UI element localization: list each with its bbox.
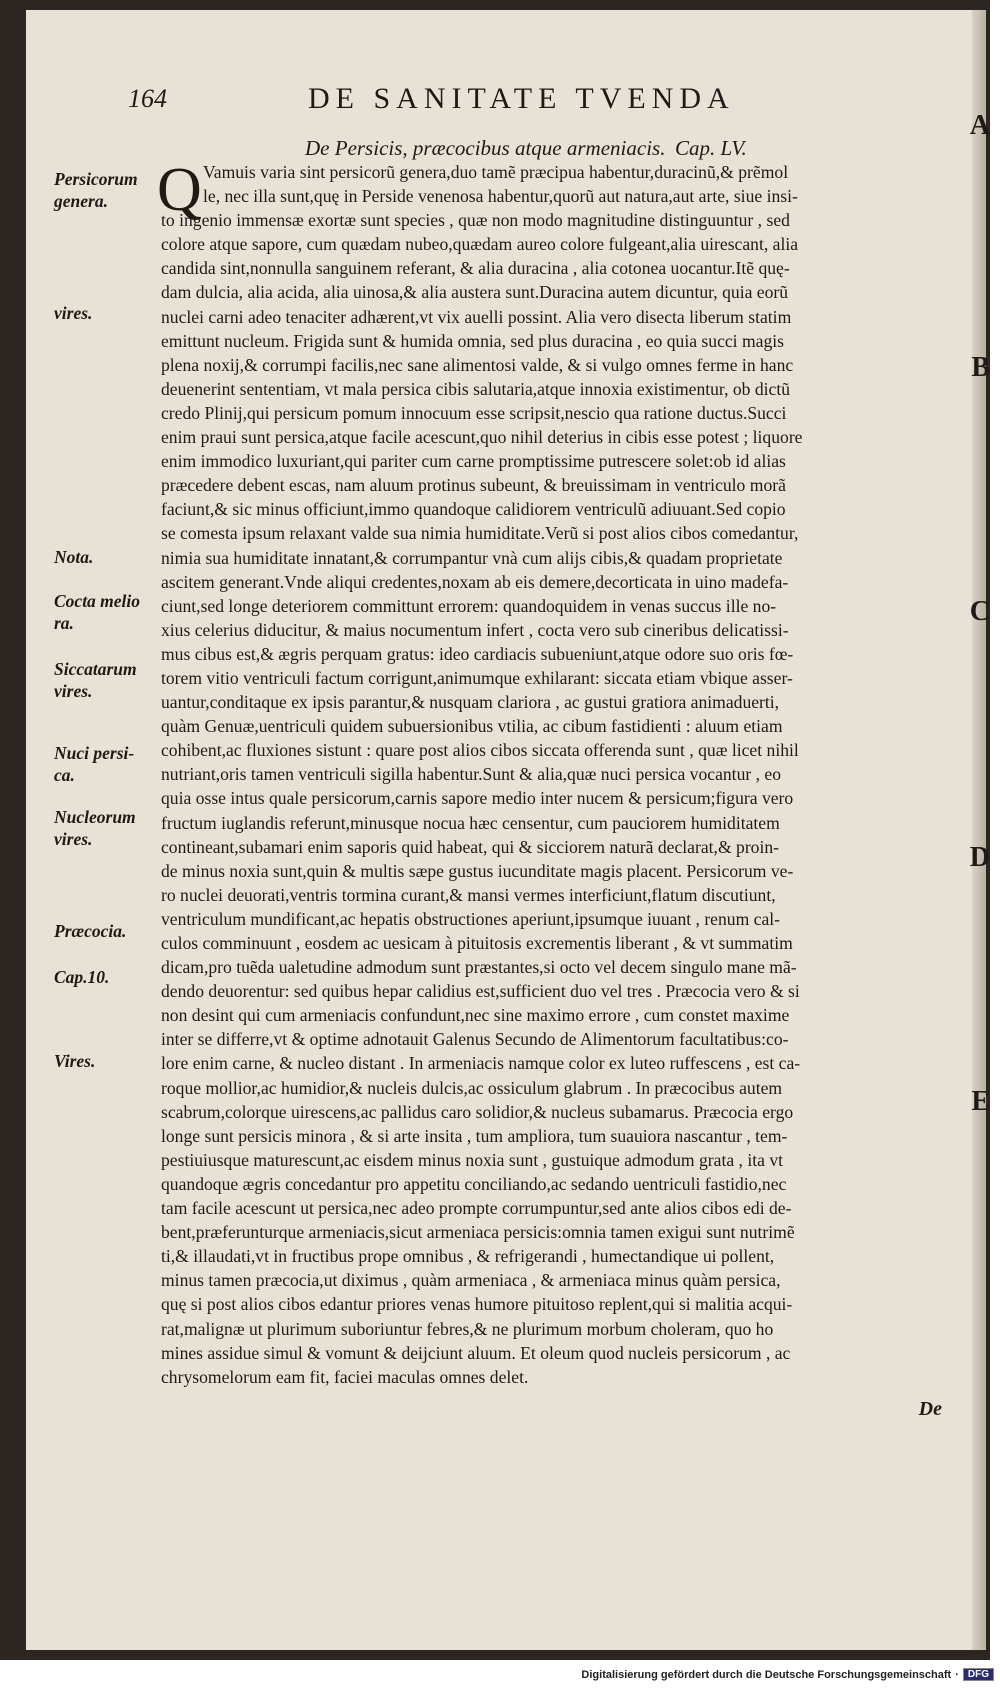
side-note: Vires. [54, 1051, 96, 1071]
text-line: faciunt,& sic minus officiunt,immo quandoque calidiorem ventriculũ adiuuant.Sed copio [161, 499, 786, 520]
text-line: cohibent,ac fluxiones sistunt : quare post alios cibos siccata offerenda sunt , quæ licet nihil [161, 740, 799, 761]
text-line: tam facile acescunt ut persica,nec adeo prompte corrumpuntur,sed ante alios cibos edi de- [161, 1198, 792, 1219]
text-line: xius celerius diducitur, & maius nocumentum infert , cocta vero sub cineribus delicatissi- [161, 619, 789, 640]
text-line: emittunt nucleum. Frigida sunt & humida omnia, sed plus duracina , eo quia succi magis [161, 330, 784, 351]
text-line: de minus noxia sunt,quin & multis sæpe gustus iucunditate magis placent. Persicorum ve- [161, 860, 794, 881]
drop-capital: Q [157, 156, 202, 224]
text-line: dam dulcia, alia acida, alia uinosa,& alia austera sunt.Duracina autem dicuntur, quia eorũ [161, 282, 789, 303]
section-letter-b: B [971, 352, 990, 383]
text-line: ciunt,sed longe deteriorem committunt errorem: quandoquidem in venas succus ille no- [161, 595, 777, 616]
text-line: culos comminuunt , eosdem ac uesicam à pituitosis excrementis liberant , & vt summatim [161, 933, 793, 953]
text-line: nutriant,oris tamen ventriculi sigilla habentur.Sunt & alia,quæ nuci persica vocantur , eo [161, 764, 782, 785]
side-note: Cap.10. [54, 967, 110, 987]
text-line: dendo deuorentur: sed quibus hepar calidius est,sufficient duo vel tres . Præcocia vero & si [161, 981, 800, 1002]
text-line: lore enim carne, & nucleo distant . In armeniacis namque color ex luteo ruffescens , est ca- [161, 1053, 801, 1074]
page-header [128, 78, 808, 118]
text-line: quę si post alios cibos edantur priores venas humore pituitoso replent,qui si malitia acqui- [161, 1294, 793, 1315]
section-letter-d: D [969, 842, 990, 873]
text-line: præcedere debent escas, nam aluum protinus subeunt, & breuissimam in ventriculo morã [161, 475, 786, 496]
text-line: ventriculum mundificant,ac hepatis obstructiones aperiunt,ipsumque iuuant , renum cal- [161, 908, 781, 929]
text-line: le, nec illa sunt,quę in Perside venenosa habentur,quorũ aut natura,aut arte, siue insi- [203, 186, 798, 207]
text-line: mines assidue simul & vomunt & deijciunt aluum. Et oleum quod nucleis persicorum , ac [161, 1342, 791, 1363]
page-number: 164 [128, 84, 167, 113]
running-title: DE SANITATE TVENDA [308, 82, 735, 115]
digitization-footer: Digitalisierung gefördert durch die Deutsche Forschungsgemeinschaft · DFG [581, 1666, 994, 1683]
text-line: rat,malignæ ut plurimum suboriuntur febres,& ne plurimum morbum choleram, quo ho [161, 1318, 774, 1339]
side-note: Nucleorum vires. [54, 807, 136, 849]
text-line: uantur,conditaque ex ipsis parantur,& nusquam clariora , ac gustui gratiora animaduerti, [161, 692, 780, 713]
catchword: De [918, 1398, 942, 1420]
text-line: quandoque ægris concedantur pro appetitu conciliando,ac sedando uentriculi fastidio,nec [161, 1173, 787, 1194]
section-letter-a: A [969, 110, 990, 141]
text-line: se comesta ipsum relaxant valde sua nimia humiditate.Verũ si post alios cibos comedantur, [161, 523, 799, 544]
dfg-logo-icon: DFG [963, 1668, 994, 1681]
text-line: bent,præferunturque armeniacis,sicut armeniaca persicis:omnia tamen exigui sunt nutrimẽ [161, 1222, 795, 1243]
text-line: inter se differre,vt & optime adnotauit Galenus Secundo de Alimentorum facultatibus:co- [161, 1029, 789, 1050]
text-line: contineant,subamari enim saporis quid habeat, qui & sicciorem naturã declarat,& proin- [161, 836, 780, 857]
text-line: dicam,pro tuẽda ualetudine admodum sunt præstantes,si octo vel decem singulo mane mã- [161, 957, 797, 978]
text-line: enim immodico luxuriant,qui pariter cum carne promptissime putrescere solet:ob id alias [161, 451, 786, 472]
body-text [161, 160, 951, 1389]
text-line: ascitem generant.Vnde aliqui credentes,noxam ab eis demere,decorticata in uino madefa- [161, 571, 789, 592]
text-line: quàm Genuæ,uentriculi quidem subuersionibus vtilia, ac cibum fastidienti : aluum etiam [161, 716, 783, 737]
text-line: Vamuis varia sint persicorũ genera,duo tamẽ præcipua habentur,duracinũ,& prẽmol [203, 162, 789, 182]
text-line: credo Plinij,qui persicum pomum innocuum esse scripsit,nescio qua ratione ductus.Succi [161, 402, 787, 423]
chapter-title: De Persicis, præcocibus atque armeniacis. [305, 136, 666, 160]
side-note: Siccatarum vires. [54, 659, 137, 701]
text-line: mus cibus est,& ægris perquam gratus: ideo cardiacis subueniunt,atque odore suo oris fœ- [161, 643, 794, 664]
text-line: minus tamen præcocia,ut diximus , quàm armeniaca , & armeniaca minus quàm persica, [161, 1270, 781, 1291]
text-line: non desint qui cum armeniacis confundunt,nec sine maximo errore , cum constet maxime [161, 1005, 790, 1026]
text-line: to ingenio immensæ exortæ sunt species , quæ non modo magnitudine distinguuntur , sed [161, 210, 790, 231]
text-line: ro nuclei deuorati,ventris tormina curant,& mansi vermes interficiunt,flatum discutiunt, [161, 884, 776, 905]
text-line: nimia sua humiditate innatant,& corrumpantur vnà cum alijs cibis,& quadam proprietate [161, 547, 783, 568]
page-edge [972, 10, 986, 1650]
chapter-number: Cap. LV. [675, 136, 747, 160]
text-line: chrysomelorum eam fit, faciei maculas omnes delet. [161, 1366, 529, 1387]
side-note: Nota. [54, 547, 94, 567]
side-note: Cocta melio ra. [54, 591, 141, 633]
text-line: pestiuiusque maturescunt,ac eisdem minus noxia sunt , gustuique admodum grata , ita vt [161, 1149, 784, 1170]
text-line: quia osse intus quale persicorum,carnis sapore medio inter nucem & persicum;figura vero [161, 788, 794, 809]
text-line: fructum iuglandis referunt,minusque nocua hæc censentur, cum pauciorem humiditatem [161, 812, 780, 833]
text-line: deuenerint sententiam, vt mala persica cibis salutaria,atque innoxia existimentur, ob dictũ [161, 378, 791, 399]
text-line: ti,& illaudati,vt in fructibus prope omnibus , & refrigerandi , humectandique ui pollent, [161, 1246, 775, 1267]
text-line: plena noxij,& corrumpi facilis,nec sane alimentosi valde, & si vulgo omnes ferme in hanc [161, 354, 794, 375]
text-line: enim praui sunt persica,atque facile acescunt,quo nihil deterius in cibis esse potest ; liquore [161, 427, 803, 448]
side-note: Persicorum genera. [54, 169, 138, 211]
side-note: Præcocia. [54, 921, 127, 941]
text-line: torem vitio ventriculi factum corrigunt,animumque exhilarant: siccata etiam vbique asser- [161, 667, 793, 688]
text-line: scabrum,colorque uirescens,ac pallidus caro solidior,& nucleus subamarus. Præcocia ergo [161, 1101, 794, 1122]
text-line: nuclei carni adeo tenaciter adhærent,vt vix auelli possint. Alia vero disecta liberum statim [161, 306, 792, 327]
side-note: Nuci persi- ca. [54, 743, 135, 785]
text-line: roque mollior,ac humidior,& nucleis dulcis,ac ossiculum glabrum . In præcocibus autem [161, 1077, 783, 1098]
text-line: candida sint,nonnulla sanguinem referant, & alia duracina , alia cotonea uocantur.Itẽ quę- [161, 258, 790, 279]
footer-credit: Digitalisierung gefördert durch die Deutsche Forschungsgemeinschaft [581, 1668, 952, 1681]
text-line: longe sunt persicis minora , & si arte insita , tum ampliora, tum suauiora nascantur , tem- [161, 1125, 788, 1146]
side-note: vires. [54, 303, 93, 323]
text-line: colore atque sapore, cum quædam nubeo,quædam aureo colore fulgeant,alia uirescant, alia [161, 234, 799, 255]
section-letter-c: C [969, 596, 990, 627]
section-letter-e: E [971, 1086, 990, 1117]
